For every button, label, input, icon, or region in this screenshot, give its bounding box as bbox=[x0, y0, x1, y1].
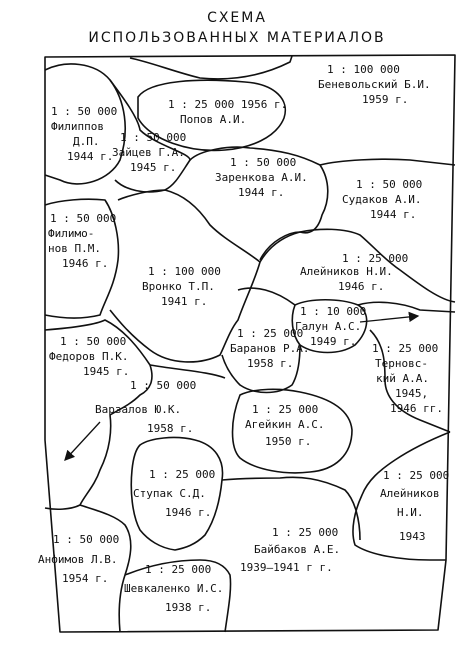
region-label-filippov bbox=[51, 105, 117, 163]
svg-text:Баранов Р.А.: Баранов Р.А. bbox=[230, 342, 310, 355]
region-boundary-sudakov bbox=[320, 159, 455, 165]
svg-text:Варзалов Ю.К.: Варзалов Ю.К. bbox=[95, 403, 182, 416]
arrow-galun bbox=[360, 316, 418, 322]
svg-text:Филиппов: Филиппов bbox=[51, 120, 104, 133]
region-boundary-anfimov bbox=[80, 505, 131, 632]
svg-text:1954 г.: 1954 г. bbox=[62, 572, 109, 585]
svg-text:Галун А.С.: Галун А.С. bbox=[295, 320, 362, 333]
svg-text:Алейников Н.И.: Алейников Н.И. bbox=[300, 265, 393, 278]
svg-text:Филимо-: Филимо- bbox=[48, 227, 95, 240]
svg-text:1 : 25 000: 1 : 25 000 bbox=[237, 327, 304, 340]
region-label-zarenkova bbox=[215, 156, 308, 199]
svg-text:1 : 25 000: 1 : 25 000 bbox=[252, 403, 319, 416]
svg-text:1938 г.: 1938 г. bbox=[165, 601, 212, 614]
svg-text:Попов А.И.: Попов А.И. bbox=[180, 113, 247, 126]
region-label-popov bbox=[168, 98, 287, 126]
svg-text:1 : 100 000: 1 : 100 000 bbox=[148, 265, 221, 278]
svg-text:1 : 50 000: 1 : 50 000 bbox=[230, 156, 297, 169]
svg-text:1 : 50 000: 1 : 50 000 bbox=[51, 105, 118, 118]
svg-text:Алейников: Алейников bbox=[380, 487, 440, 500]
svg-text:1946 г.: 1946 г. bbox=[62, 257, 109, 270]
svg-text:1 : 25 000: 1 : 25 000 bbox=[372, 342, 439, 355]
region-label-aleinikov-1943 bbox=[380, 469, 449, 543]
region-label-vronko bbox=[142, 265, 221, 308]
svg-text:1 : 50 000: 1 : 50 000 bbox=[50, 212, 117, 225]
svg-text:1943: 1943 bbox=[399, 530, 426, 543]
svg-text:1946 г.: 1946 г. bbox=[165, 506, 212, 519]
region-label-benevolsky bbox=[318, 63, 431, 106]
svg-text:Анфимов Л.В.: Анфимов Л.В. bbox=[38, 553, 118, 566]
region-label-filimonov bbox=[48, 212, 116, 270]
svg-text:Агейкин А.С.: Агейкин А.С. bbox=[245, 418, 325, 431]
svg-text:кий А.А.: кий А.А. bbox=[376, 372, 429, 385]
svg-text:1945,: 1945, bbox=[395, 387, 429, 400]
svg-text:1939–1941 г г.: 1939–1941 г г. bbox=[240, 561, 333, 574]
region-boundary-baranov bbox=[222, 288, 300, 392]
svg-text:1945 г.: 1945 г. bbox=[130, 161, 177, 174]
svg-text:1941 г.: 1941 г. bbox=[161, 295, 208, 308]
region-boundary-benevolsky bbox=[130, 56, 292, 79]
region-label-fedorov bbox=[49, 335, 129, 378]
svg-text:1 : 25 000: 1 : 25 000 bbox=[383, 469, 450, 482]
svg-text:1 : 100 000: 1 : 100 000 bbox=[327, 63, 400, 76]
svg-text:1 : 25 000: 1 : 25 000 bbox=[272, 526, 339, 539]
svg-text:1 : 50 000: 1 : 50 000 bbox=[60, 335, 127, 348]
svg-text:Терновс-: Терновс- bbox=[375, 357, 428, 370]
region-boundary-ageikin bbox=[233, 389, 353, 473]
svg-text:Беневольский Б.И.: Беневольский Б.И. bbox=[318, 78, 431, 91]
region-label-anfimov bbox=[38, 533, 119, 585]
svg-text:1 : 25 000 1956 г.: 1 : 25 000 1956 г. bbox=[168, 98, 288, 111]
arrow-varzalov bbox=[65, 422, 100, 460]
region-label-baranov bbox=[230, 327, 309, 370]
svg-text:1944 г.: 1944 г. bbox=[67, 150, 114, 163]
region-label-zaitsev bbox=[112, 131, 186, 174]
svg-text:Байбаков А.Е.: Байбаков А.Е. bbox=[254, 543, 341, 556]
svg-text:Ступак С.Д.: Ступак С.Д. bbox=[133, 487, 206, 500]
region-label-ternovsky bbox=[372, 342, 443, 415]
region-label-ageikin bbox=[245, 403, 324, 448]
svg-text:Судаков А.И.: Судаков А.И. bbox=[342, 193, 422, 206]
region-label-stupak bbox=[133, 468, 215, 519]
region-label-aleinikov-1946 bbox=[300, 252, 408, 293]
svg-text:1 : 25 000: 1 : 25 000 bbox=[149, 468, 216, 481]
map-title-line2: ИСПОЛЬЗОВАННЫХ МАТЕРИАЛОВ bbox=[88, 30, 386, 46]
svg-text:1958 г.: 1958 г. bbox=[147, 422, 194, 435]
svg-text:1944 г.: 1944 г. bbox=[370, 208, 417, 221]
svg-text:1 : 50 000: 1 : 50 000 bbox=[356, 178, 423, 191]
svg-text:Федоров П.К.: Федоров П.К. bbox=[49, 350, 129, 363]
svg-text:1 : 25 000: 1 : 25 000 bbox=[145, 563, 212, 576]
svg-text:1946 гг.: 1946 гг. bbox=[390, 402, 443, 415]
svg-text:1949 г.: 1949 г. bbox=[310, 335, 357, 348]
svg-text:Заренкова А.И.: Заренкова А.И. bbox=[215, 171, 308, 184]
svg-text:1 : 25 000: 1 : 25 000 bbox=[342, 252, 409, 265]
svg-text:нов П.М.: нов П.М. bbox=[48, 242, 101, 255]
region-label-baibakov bbox=[240, 526, 340, 574]
svg-text:Шевкаленко И.С.: Шевкаленко И.С. bbox=[124, 582, 224, 595]
region-label-sudakov bbox=[342, 178, 422, 221]
svg-text:Д.П.: Д.П. bbox=[73, 135, 100, 148]
svg-text:1 : 50 000: 1 : 50 000 bbox=[130, 379, 197, 392]
svg-text:Н.И.: Н.И. bbox=[397, 506, 424, 519]
svg-text:1959 г.: 1959 г. bbox=[362, 93, 409, 106]
svg-text:1 : 50 000: 1 : 50 000 bbox=[53, 533, 120, 546]
svg-text:1944 г.: 1944 г. bbox=[238, 186, 285, 199]
svg-text:Вронко Т.П.: Вронко Т.П. bbox=[142, 280, 215, 293]
svg-text:Зайцев Г.А.: Зайцев Г.А. bbox=[112, 146, 185, 159]
svg-text:1958 г.: 1958 г. bbox=[247, 357, 294, 370]
svg-text:1946 г.: 1946 г. bbox=[338, 280, 385, 293]
svg-text:1 : 50 000: 1 : 50 000 bbox=[120, 131, 187, 144]
svg-text:1 : 10 000: 1 : 10 000 bbox=[300, 305, 367, 318]
map-title-line1: СХЕМА bbox=[207, 10, 267, 26]
svg-text:1950 г.: 1950 г. bbox=[265, 435, 312, 448]
svg-text:1945 г.: 1945 г. bbox=[83, 365, 130, 378]
